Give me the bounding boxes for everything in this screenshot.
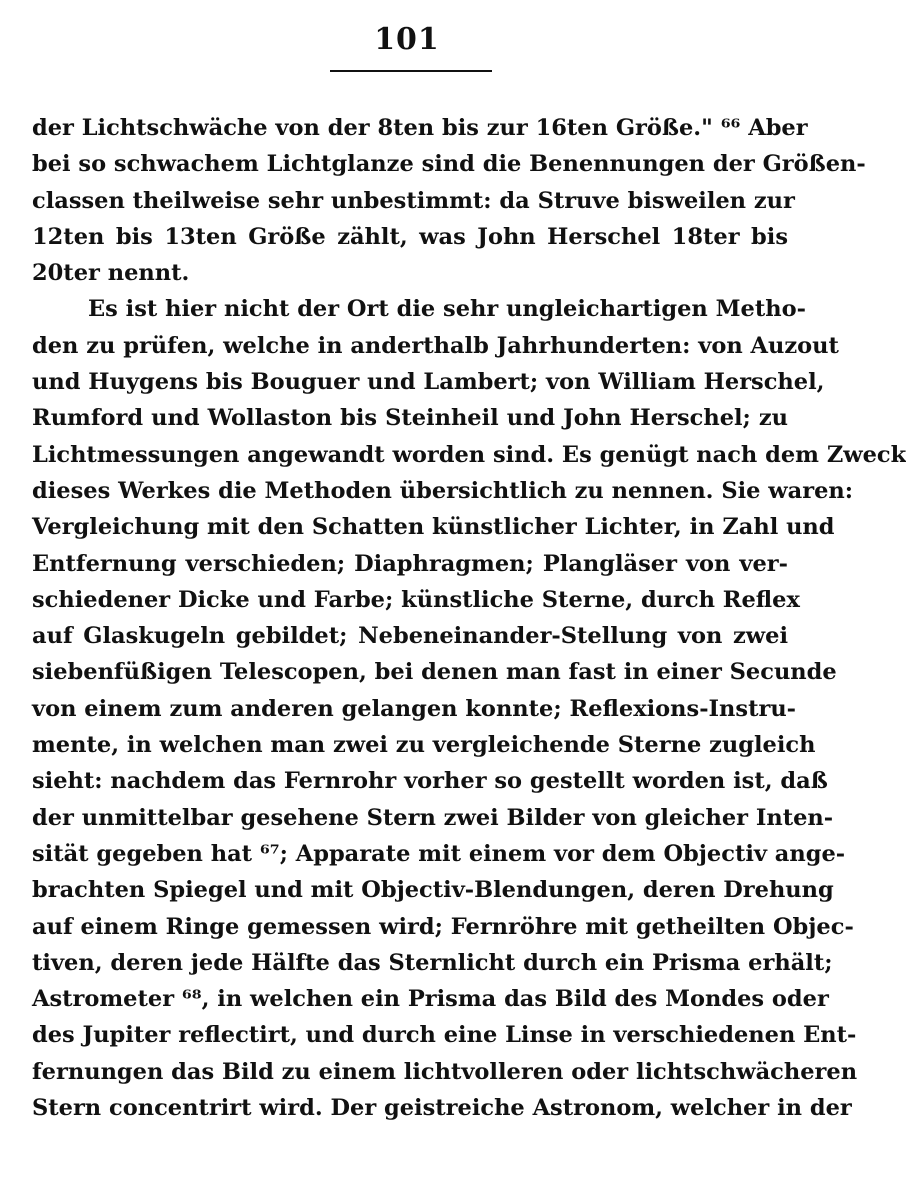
- text-line: Lichtmessungen angewandt worden sind. Es genügt nach dem Zweck: [32, 441, 906, 468]
- text-line: mente, in welchen man zwei zu vergleichende Sterne zugleich: [32, 732, 816, 759]
- text-line: den zu prüfen, welche in anderthalb Jahrhunderten: von Auzout: [32, 332, 839, 359]
- text-line: von einem zum anderen gelangen konnte; Reflexions-Instru-: [32, 695, 797, 722]
- text-line: Vergleichung mit den Schatten künstlicher Lichter, in Zahl und: [32, 514, 835, 541]
- text-line: bei so schwachem Lichtglanze sind die Benennungen der Größen-: [32, 151, 866, 178]
- text-line: brachten Spiegel und mit Objectiv-Blendungen, deren Drehung: [32, 877, 834, 904]
- page-number: 101: [374, 22, 440, 57]
- text-line: fernungen das Bild zu einem lichtvolleren oder lichtschwächeren: [32, 1058, 858, 1085]
- text-line: Astrometer ⁶⁸, in welchen ein Prisma das Bild des Mondes oder: [32, 986, 829, 1013]
- text-line: Stern concentrirt wird. Der geistreiche Astronom, welcher in der: [32, 1095, 852, 1122]
- text-line: auf einem Ringe gemessen wird; Fernröhre mit getheilten Objec-: [32, 913, 854, 940]
- text-line: siebenfüßigen Telescopen, bei denen man fast in einer Secunde: [32, 659, 837, 686]
- text-line: auf Glaskugeln gebildet; Nebeneinander-Stellung von zwei: [32, 623, 788, 650]
- text-line: der Lichtschwäche von der 8ten bis zur 16ten Größe." ⁶⁶ Aber: [32, 115, 808, 141]
- text-line: 20ter nennt.: [32, 260, 190, 287]
- text-line: sieht: nachdem das Fernrohr vorher so gestellt worden ist, daß: [32, 768, 828, 795]
- text-line: tiven, deren jede Hälfte das Sternlicht durch ein Prisma erhält;: [32, 949, 833, 976]
- text-line: 12ten bis 13ten Größe zählt, was John Herschel 18ter bis: [32, 223, 788, 250]
- text-line: dieses Werkes die Methoden übersichtlich zu nennen. Sie waren:: [32, 477, 854, 504]
- header-rule: [330, 70, 492, 72]
- text-line: Rumford und Wollaston bis Steinheil und John Herschel; zu: [32, 405, 788, 432]
- text-line: classen theilweise sehr unbestimmt: da Struve bisweilen zur: [32, 187, 795, 214]
- text-line: schiedener Dicke und Farbe; künstliche Sterne, durch Reflex: [32, 586, 800, 613]
- text-line: Es ist hier nicht der Ort die sehr ungleichartigen Metho-: [88, 296, 806, 323]
- text-line: sität gegeben hat ⁶⁷; Apparate mit einem vor dem Objectiv ange-: [32, 840, 846, 867]
- text-line: und Huygens bis Bouguer und Lambert; von William Herschel,: [32, 369, 825, 396]
- body-text: [32, 110, 906, 1126]
- text-line: der unmittelbar gesehene Stern zwei Bilder von gleicher Inten-: [32, 804, 834, 831]
- text-line: Entfernung verschieden; Diaphragmen; Plangläser von ver-: [32, 550, 788, 577]
- text-line: des Jupiter reflectirt, und durch eine Linse in verschiedenen Ent-: [32, 1022, 857, 1049]
